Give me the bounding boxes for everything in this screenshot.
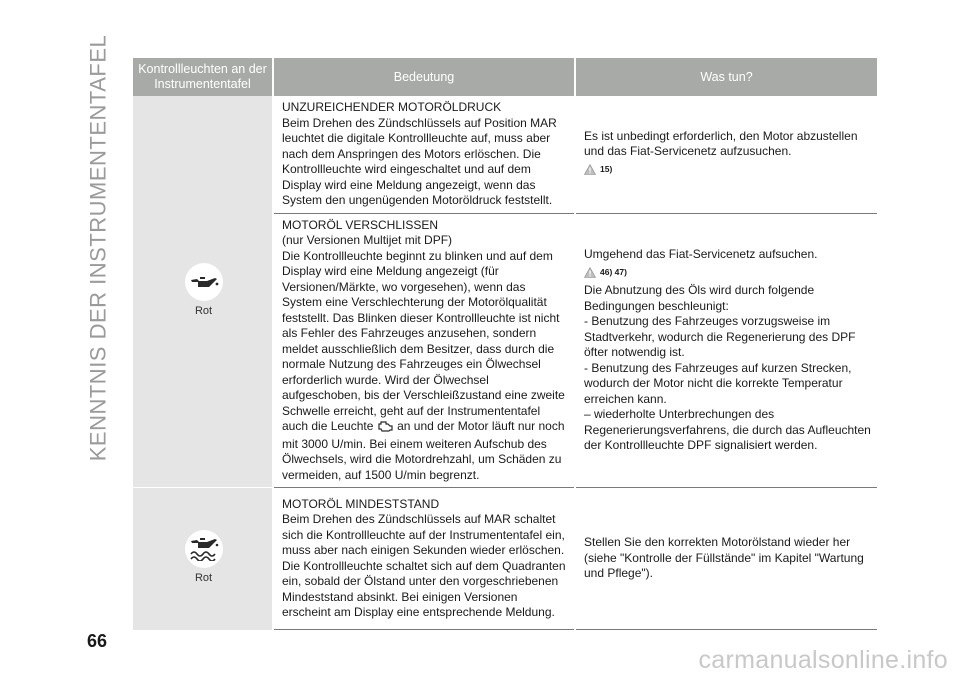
warning-reference — [584, 162, 871, 178]
meaning-cell — [273, 488, 575, 630]
action-cell — [575, 213, 877, 488]
page-number: 66 — [87, 631, 108, 651]
section-title-vertical — [78, 34, 118, 462]
action-text-conditions: Die Abnutzung des Öls wird durch folgende Bedingungen beschleunigt: — [584, 283, 815, 313]
warning-ref-numbers: 15) — [600, 163, 613, 174]
warning-triangle-icon — [584, 164, 596, 175]
oil-can-icon — [189, 274, 219, 290]
meaning-text-part-a: Die Kontrollleuchte beginnt zu blinken und auf dem Display wird eine Meldung angezeigt (für Versionen/Märkte, wo vorgesehen), wenn das System eine Verschlechterung der Motorölqualität feststellt. Das Blinken dieser Kontrollleuchte ist nicht als Fehler des Fahrzeuges anzusehen, sondern meldet ausschließlich dem Besitzer, dass durch die normale Nutzung des Fahrzeuges ein Ölwechsel erforderlich wurde. Wird der Ölwechsel aufgeschoben, bis der Verschleißzustand eine zweite Schwelle erreicht, geht auf der Instrumententafel auch die Leuchte — [282, 248, 565, 433]
meaning-title: MOTORÖL VERSCHLISSEN — [282, 217, 439, 232]
meaning-cell — [273, 213, 575, 488]
header-action: Was tun? — [575, 58, 877, 96]
section-title: KENNTNIS DER INSTRUMENTENTAFEL — [85, 34, 111, 462]
action-text: Es ist unbedingt erforderlich, den Motor abzustellen und das Fiat-Servicenetz aufzusuchen. — [584, 128, 858, 158]
oil-level-icon — [189, 537, 219, 561]
header-lamp: Kontrollleuchten an der Instrumententafel — [133, 58, 273, 96]
warning-lights-table — [133, 58, 877, 630]
lamp-cell-oil-pressure — [133, 96, 273, 488]
action-cell — [575, 488, 877, 630]
action-list-item: - Benutzung des Fahrzeuges vorzugsweise im Stadtverkehr, wodurch die Regenerierung des DPF öfter notwendig ist. — [584, 314, 856, 359]
lamp-circle — [185, 263, 223, 301]
meaning-title: MOTORÖL MINDESTSTAND — [282, 496, 440, 511]
action-text: Stellen Sie den korrekten Motorölstand wieder her (siehe "Kontrolle der Füllstände" im Kapitel "Wartung und Pflege"). — [584, 535, 864, 581]
watermark: carmanualsonline.info — [698, 646, 948, 674]
action-cell — [575, 96, 877, 213]
meaning-text — [282, 249, 568, 484]
warning-ref-numbers: 46) 47) — [600, 266, 627, 277]
meaning-text: Beim Drehen des Zündschlüssels auf Position MAR leuchtet die digitale Kontrollleuchte auf, muss aber nach dem Anspringen des Motors erlöschen. Die Kontrollleuchte wird eingeschaltet und auf dem Display wird eine Meldung angezeigt, wenn das System den ungenügenden Motoröldruck feststellt. — [282, 115, 557, 207]
action-list-item: - Benutzung des Fahrzeuges auf kurzen Strecken, wodurch der Motor nicht die korrekte Temperatur erreichen kann. — [584, 360, 852, 406]
lamp-color-label: Rot — [194, 572, 213, 585]
meaning-text-part-b: an und der Motor läuft nur noch mit 3000 U/min. Bei einem weiteren Aufschub des Ölwechsels, wird die Motordrehzahl, um Schäden zu vermeiden, auf 1500 U/min begrenzt. — [282, 419, 565, 482]
table-header-row — [133, 58, 877, 96]
lamp-cell-oil-level — [133, 488, 273, 630]
engine-icon — [378, 421, 393, 437]
warning-reference — [584, 265, 871, 281]
meaning-title: UNZUREICHENDER MOTORÖLDRUCK — [282, 100, 502, 114]
table-row — [133, 488, 877, 630]
meaning-cell — [273, 96, 575, 213]
meaning-subtitle: (nur Versionen Multijet mit DPF) — [282, 233, 453, 247]
lamp-circle — [185, 530, 223, 568]
header-meaning: Bedeutung — [273, 58, 575, 96]
table-row — [133, 96, 877, 213]
warning-triangle-icon — [584, 267, 596, 278]
action-list-item: – wiederholte Unterbrechungen des Regenerierungsverfahrens, die durch das Aufleuchten der Kontrollleuchte DPF signalisiert werden. — [584, 407, 871, 452]
action-text: Umgehend das Fiat-Servicenetz aufsuchen. — [584, 247, 818, 261]
lamp-color-label: Rot — [194, 305, 213, 318]
meaning-text: Beim Drehen des Zündschlüssels auf MAR schaltet sich die Kontrollleuchte auf der Instrumententafel ein, muss aber nach einigen Sekunden wieder erlöschen. Die Kontrollleuchte schaltet sich auf dem Quadranten ein, sobald der Ölstand unter den vorgeschriebenen Mindeststand absinkt. Bei einigen Versionen erscheint am Display eine entsprechende Meldung. — [282, 512, 566, 619]
